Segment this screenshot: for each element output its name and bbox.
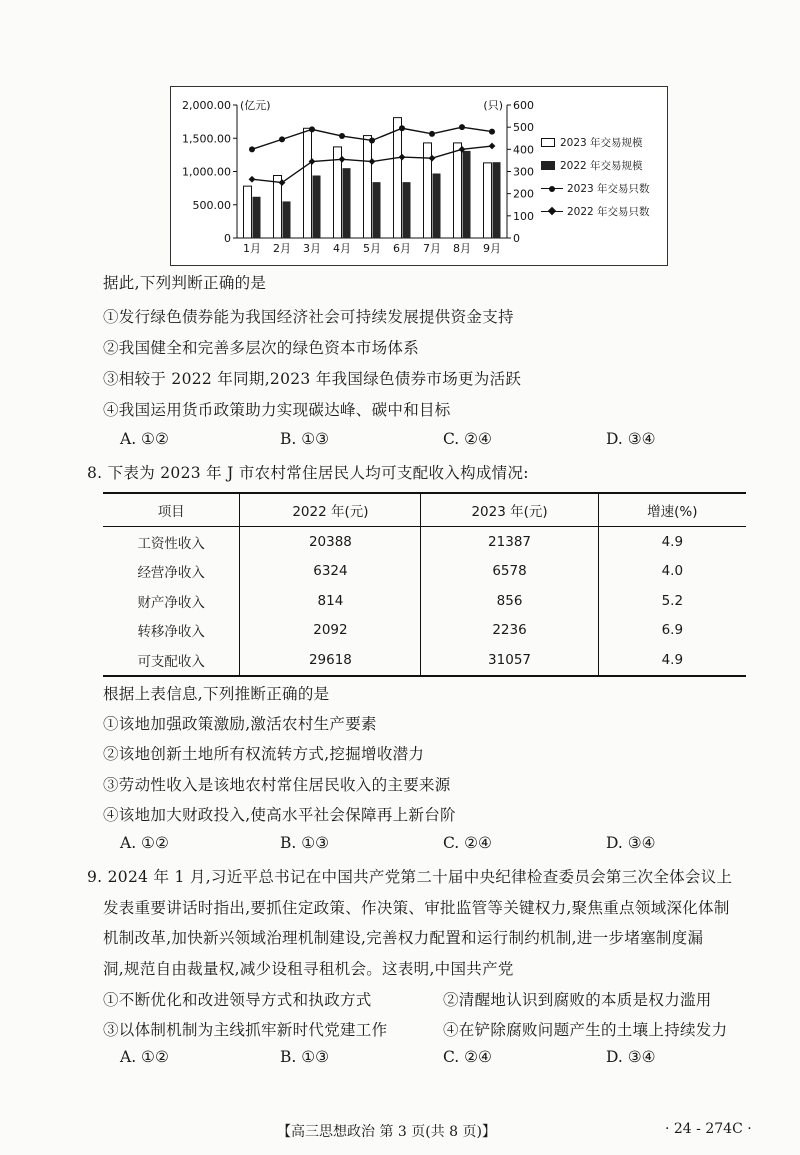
y-right-tick-label: 400 (513, 143, 534, 157)
q9-stem-line-1: 9. 2024 年 1 月,习近平总书记在中国共产党第二十届中央纪律检查委员会第三次全体会议上 (87, 868, 733, 886)
point-2023-count (429, 131, 435, 137)
table-row (103, 616, 746, 646)
page-footer: 【高三思想政治 第 3 页(共 8 页)】 (277, 1124, 496, 1140)
q9-stem-line-4: 洞,规范自由裁量权,减少设租寻租机会。这表明,中国共产党 (103, 960, 514, 978)
legend-swatch-2022-scale (541, 161, 555, 170)
q7-stem: 据此,下列判断正确的是 (103, 274, 267, 292)
legend-item (541, 154, 650, 177)
cell: 6578 (421, 557, 598, 587)
bond-chart (170, 86, 668, 266)
cell: 29618 (240, 645, 421, 676)
y-right-tick-label: 0 (513, 232, 520, 245)
header-2022: 2022 年(元) (240, 493, 421, 527)
income-table (103, 492, 746, 677)
y-right-tick-label: 200 (513, 187, 534, 201)
y-right-tick-label: 600 (513, 99, 534, 112)
legend-item (541, 131, 650, 154)
q9-option-b[interactable]: B. ①③ (280, 1048, 330, 1066)
point-2023-count (489, 129, 495, 135)
x-tick-label: 6月 (393, 242, 411, 255)
q8-option-a[interactable]: A. ①② (120, 834, 169, 852)
legend-swatch-2023-scale (541, 138, 555, 147)
cell: 5.2 (598, 586, 746, 616)
q7-option-a[interactable]: A. ①② (120, 430, 169, 448)
cell: 814 (240, 586, 421, 616)
table-row (103, 645, 746, 676)
q8-option-d[interactable]: D. ③④ (606, 834, 656, 852)
bar-2022-scale (463, 151, 471, 238)
q8-item-1: ①该地加强政策激励,激活农村生产要素 (103, 715, 377, 733)
bar-2023-scale (364, 136, 372, 238)
cell: 工资性收入 (137, 535, 205, 552)
bar-2023-scale (244, 186, 252, 238)
y-left-unit: (亿元) (240, 99, 271, 112)
q9-stem-line-3: 机制改革,加快新兴领域治理机制建设,完善权力配置和运行制约机制,进一步堵塞制度漏 (103, 929, 704, 947)
q9-option-d[interactable]: D. ③④ (606, 1048, 656, 1066)
y-left-tick-label: 2,000.00 (182, 99, 231, 112)
y-right-tick-label: 300 (513, 165, 534, 179)
x-tick-label: 5月 (363, 242, 381, 255)
point-2023-count (339, 133, 345, 139)
cell: 转移净收入 (137, 624, 205, 641)
legend-label: 2023 年交易规模 (560, 137, 643, 149)
x-tick-label: 7月 (423, 242, 441, 255)
y-left-tick-label: 0 (224, 232, 231, 245)
x-tick-label: 8月 (453, 242, 471, 255)
q7-item-3: ③相较于 2022 年同期,2023 年我国绿色债券市场更为活跃 (103, 370, 522, 388)
bar-2022-scale (403, 182, 411, 238)
bar-2023-scale (394, 118, 402, 238)
bar-2022-scale (253, 197, 261, 238)
y-left-tick-label: 1,000.00 (182, 165, 231, 179)
q8-item-4: ④该地加大财政投入,使高水平社会保障再上新台阶 (103, 806, 456, 824)
cell: 4.0 (598, 557, 746, 587)
q9-item-3: ③以体制机制为主线抓牢新时代党建工作 (103, 1021, 388, 1039)
table-header-row (103, 493, 746, 527)
y-right-tick-label: 500 (513, 121, 534, 135)
q8-option-c[interactable]: C. ②④ (443, 834, 492, 852)
q8-item-2: ②该地创新土地所有权流转方式,挖掘增收潜力 (103, 745, 425, 763)
legend-label: 2023 年交易只数 (567, 183, 650, 195)
bar-2022-scale (493, 162, 501, 238)
q7-option-b[interactable]: B. ①③ (280, 430, 330, 448)
x-tick-label: 4月 (333, 242, 351, 255)
x-tick-label: 1月 (243, 242, 261, 255)
q9-option-c[interactable]: C. ②④ (443, 1048, 492, 1066)
table-row (103, 586, 746, 616)
bar-2023-scale (274, 175, 282, 238)
point-2023-count (249, 146, 255, 152)
x-tick-label: 2月 (273, 242, 291, 255)
q8-option-b[interactable]: B. ①③ (280, 834, 330, 852)
bar-2023-scale (484, 163, 492, 238)
q9-item-2: ②清醒地认识到腐败的本质是权力滥用 (443, 991, 712, 1009)
cell: 856 (421, 586, 598, 616)
page-code: · 24 - 274C · (665, 1121, 752, 1137)
point-2022-count (489, 143, 496, 150)
cell: 21387 (421, 527, 598, 557)
cell: 可支配收入 (103, 645, 240, 676)
q8-question: 根据上表信息,下列推断正确的是 (103, 685, 330, 703)
y-left-tick-label: 1,500.00 (182, 132, 231, 146)
point-2023-count (369, 137, 375, 143)
q8-item-3: ③劳动性收入是该地农村常住居民收入的主要来源 (103, 776, 451, 794)
point-2023-count (399, 125, 405, 131)
cell: 财产净收入 (137, 594, 205, 611)
cell: 20388 (240, 527, 421, 557)
bar-2022-scale (373, 182, 381, 238)
q7-option-d[interactable]: D. ③④ (606, 430, 656, 448)
q7-item-4: ④我国运用货币政策助力实现碳达峰、碳中和目标 (103, 401, 451, 419)
cell: 6.9 (598, 616, 746, 646)
x-tick-label: 3月 (303, 242, 321, 255)
x-tick-label: 9月 (483, 242, 501, 255)
point-2023-count (459, 124, 465, 130)
q9-item-4: ④在铲除腐败问题产生的土壤上持续发力 (443, 1021, 728, 1039)
bar-2023-scale (304, 128, 312, 238)
table-row (103, 557, 746, 587)
q9-item-1: ①不断优化和改进领导方式和执政方式 (103, 991, 372, 1009)
legend-item (541, 177, 650, 200)
q9-stem-line-2: 发表重要讲话时指出,要抓住定政策、作决策、审批监管等关键权力,聚焦重点领域深化体制 (103, 899, 730, 917)
header-growth: 增速(%) (598, 493, 746, 527)
bar-2022-scale (313, 175, 321, 238)
q7-item-1: ①发行绿色债券能为我国经济社会可持续发展提供资金支持 (103, 308, 514, 326)
cell: 4.9 (598, 645, 746, 676)
bar-2022-scale (433, 173, 441, 238)
cell: 4.9 (598, 527, 746, 557)
q8-stem: 8. 下表为 2023 年 J 市农村常住居民人均可支配收入构成情况: (87, 464, 529, 482)
point-2022-count (249, 176, 256, 183)
point-2023-count (279, 136, 285, 142)
legend-label: 2022 年交易只数 (567, 206, 650, 218)
legend-item (541, 200, 650, 223)
header-2023: 2023 年(元) (421, 493, 598, 527)
q9-option-a[interactable]: A. ①② (120, 1048, 169, 1066)
legend-label: 2022 年交易规模 (560, 160, 643, 172)
legend-swatch-2022-count (541, 207, 563, 217)
point-2023-count (309, 126, 315, 132)
cell: 6324 (240, 557, 421, 587)
bar-2023-scale (454, 143, 462, 238)
cell: 2092 (240, 616, 421, 646)
cell: 31057 (421, 645, 598, 676)
chart-legend (541, 131, 650, 223)
bar-2022-scale (283, 201, 291, 238)
y-left-tick-label: 500.00 (192, 198, 231, 212)
cell: 2236 (421, 616, 598, 646)
header-item: 项目 (103, 493, 240, 527)
cell: 经营净收入 (137, 565, 205, 582)
q7-item-2: ②我国健全和完善多层次的绿色资本市场体系 (103, 339, 420, 357)
table-row (103, 527, 746, 557)
q7-option-c[interactable]: C. ②④ (443, 430, 492, 448)
y-right-tick-label: 100 (513, 209, 534, 223)
bar-2022-scale (343, 168, 351, 238)
legend-swatch-2023-count (541, 184, 563, 194)
y-right-unit: (只) (483, 99, 503, 112)
